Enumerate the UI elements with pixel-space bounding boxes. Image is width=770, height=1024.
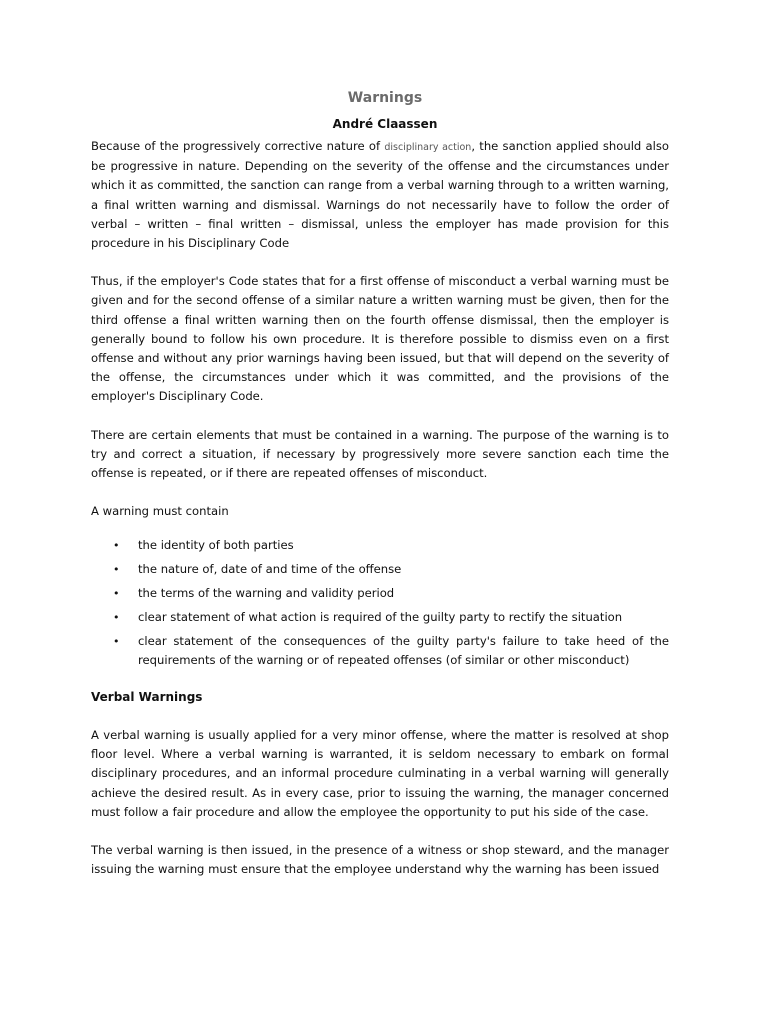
list-item-text: the nature of, date of and time of the offense xyxy=(138,562,402,577)
list-item xyxy=(91,632,669,670)
list-item-text: clear statement of what action is required of the guilty party to rectify the situation xyxy=(138,609,623,624)
document-author: André Claassen xyxy=(332,117,438,131)
section-heading-verbal-warnings: Verbal Warnings xyxy=(91,690,203,705)
bullet-icon: • xyxy=(113,563,120,577)
paragraph-verbal-warning: A verbal warning is usually applied for a very minor offense, where the matter is resolved at shop floor level. Where a verbal warning is warranted, it is seldom necessary to embark on formal disciplinary procedures, and an informal procedure culminating in a verbal warning will generally achieve the desired result. As in every case, prior to issuing the warning, the manager concerned must follow a fair procedure and allow the employee the opportunity to put his side of the case. xyxy=(91,728,669,819)
bullet-icon: • xyxy=(113,634,120,648)
document-title: Warnings xyxy=(347,90,423,106)
paragraph-elements: There are certain elements that must be contained in a warning. The purpose of the warning is to try and correct a situation, if necessary by progressively more severe sanction each time the offense is repeated, or if there are repeated offenses of misconduct. xyxy=(91,427,669,481)
list-item xyxy=(91,536,669,555)
list-intro: A warning must contain xyxy=(91,504,229,519)
list-item xyxy=(91,560,669,579)
paragraph-verbal-issued: The verbal warning is then issued, in the presence of a witness or shop steward, and the manager issuing the warning must ensure that the employee understand why the warning has been issued xyxy=(91,843,669,877)
paragraph-intro-text-start: Because of the progressively corrective nature of xyxy=(91,139,385,153)
list-item-text: the terms of the warning and validity period xyxy=(138,586,395,601)
list-item xyxy=(91,584,669,603)
paragraph-intro-text-end: , the sanction applied should also be progressive in nature. Depending on the severity of the offense and the circumstances under which it as committed, the sanction can range from a verbal warning through to a written warning, a final written warning and dismissal. Warnings do not necessarily have to follow the order of verbal – written – final written – dismissal, unless the employer has made provision for this procedure in his Disciplinary Code xyxy=(91,139,669,251)
paragraph-intro xyxy=(91,137,669,253)
paragraph-code: Thus, if the employer's Code states that for a first offense of misconduct a verbal warning must be given and for the second offense of a similar nature a written warning must be given, then for the third offense a final written warning then on the fourth offense dismissal, then the employer is generally bound to follow his own procedure. It is therefore possible to dismiss even on a first offense and without any prior warnings having been issued, but that will depend on the severity of the offense, the circumstances under which it was committed, and the provisions of the employer's Disciplinary Code. xyxy=(91,274,669,404)
document-body xyxy=(91,137,669,879)
list-item-text: clear statement of the consequences of the guilty party's failure to take heed of the requirements of the warning or of repeated offenses (of similar or other misconduct) xyxy=(138,633,669,667)
list-item xyxy=(91,608,669,627)
bullet-icon: • xyxy=(113,610,120,624)
warning-contents-list xyxy=(91,536,669,670)
bullet-icon: • xyxy=(113,539,120,553)
list-item-text: the identity of both parties xyxy=(138,538,294,553)
disciplinary-action-link[interactable]: disciplinary action xyxy=(384,142,472,153)
bullet-icon: • xyxy=(113,587,120,601)
